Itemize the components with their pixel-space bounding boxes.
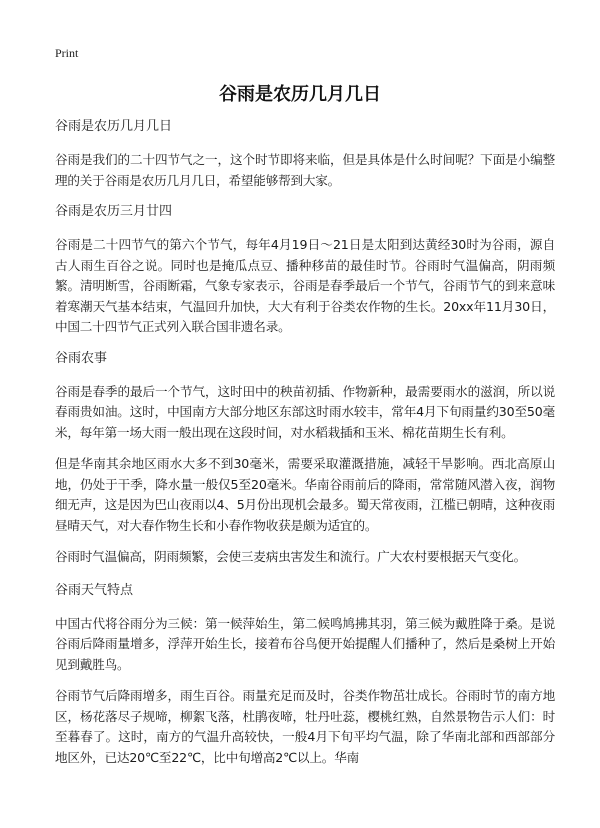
section-heading-date: 谷雨是农历几月几日 — [55, 119, 173, 134]
farming-paragraph-3: 谷雨时气温偏高，阴雨频繁，会使三麦病虫害发生和流行。广大农村要根据天气变化。 — [55, 549, 526, 564]
section-heading-farming: 谷雨农事 — [55, 350, 108, 366]
section-heading-lunar-date: 谷雨是农历三月廿四 — [55, 204, 173, 219]
intro-paragraph: 谷雨是我们的二十四节气之一，这个时节即将来临，但是具体是什么时间呢？下面是小编整理的关于谷雨是农历几月几日，希望能够帮到大家。 — [55, 152, 555, 188]
weather-paragraph-2: 谷雨节气后降雨增多，雨生百谷。雨量充足而及时，谷类作物茁壮成长。谷雨时节的南方地区，杨花落尽子规啼，柳絮飞落，杜鹃夜啼，牡丹吐蕊，樱桃红熟，自然景物告示人们：时至暮春了。这时，南方的气温升高较快，一般4月下旬平均气温，除了华南北部和西部部分地区外，已达20℃至22℃，比中旬增高2℃以上。华南 — [55, 688, 555, 765]
weather-paragraph-1: 中国古代将谷雨分为三候：第一候萍始生，第二候鸣鸠拂其羽，第三候为戴胜降于桑。是说谷雨后降雨量增多，浮萍开始生长，接着布谷鸟便开始提醒人们播种了，然后是桑树上开始见到戴胜鸟。 — [55, 615, 555, 672]
print-label: Print — [55, 46, 79, 60]
page-title: 谷雨是农历几月几日 — [219, 84, 381, 105]
section-heading-weather: 谷雨天气特点 — [55, 582, 134, 598]
lunar-date-paragraph: 谷雨是二十四节气的第六个节气，每年4月19日～21日是太阳到达黄经30时为谷雨，源自古人雨生百谷之说。同时也是掩瓜点豆、播种移苗的最佳时节。谷雨时气温偏高，阴雨频繁。清明断雪，谷雨断霜，气象专家表示，谷雨是春季最后一个节气，谷雨节气的到来意味着寒潮天气基本结束，气温回升加快，大大有利于谷类农作物的生长。20xx年11月30日，中国二十四节气正式列入联合国非遗名录。 — [55, 237, 555, 334]
document-body — [55, 117, 555, 768]
farming-paragraph-1: 谷雨是春季的最后一个节气，这时田中的秧苗初插、作物新种，最需要雨水的滋润，所以说春雨贵如油。这时，中国南方大部分地区东部这时雨水较丰，常年4月下旬雨量约30至50毫米，每年第一场大雨一般出现在这段时间，对水稻栽插和玉米、棉花苗期生长有利。 — [55, 383, 555, 440]
farming-paragraph-2: 但是华南其余地区雨水大多不到30毫米，需要采取灌溉措施，减轻干旱影响。西北高原山地，仍处于干季，降水量一般仅5至20毫米。华南谷雨前后的降雨，常常随风潜入夜，润物细无声，这是因为巴山夜雨以4、5月份出现机会最多。蜀天常夜雨，江槛已朝晴，这种夜雨昼晴天气，对大春作物生长和小春作物收获是颇为适宜的。 — [55, 456, 555, 533]
